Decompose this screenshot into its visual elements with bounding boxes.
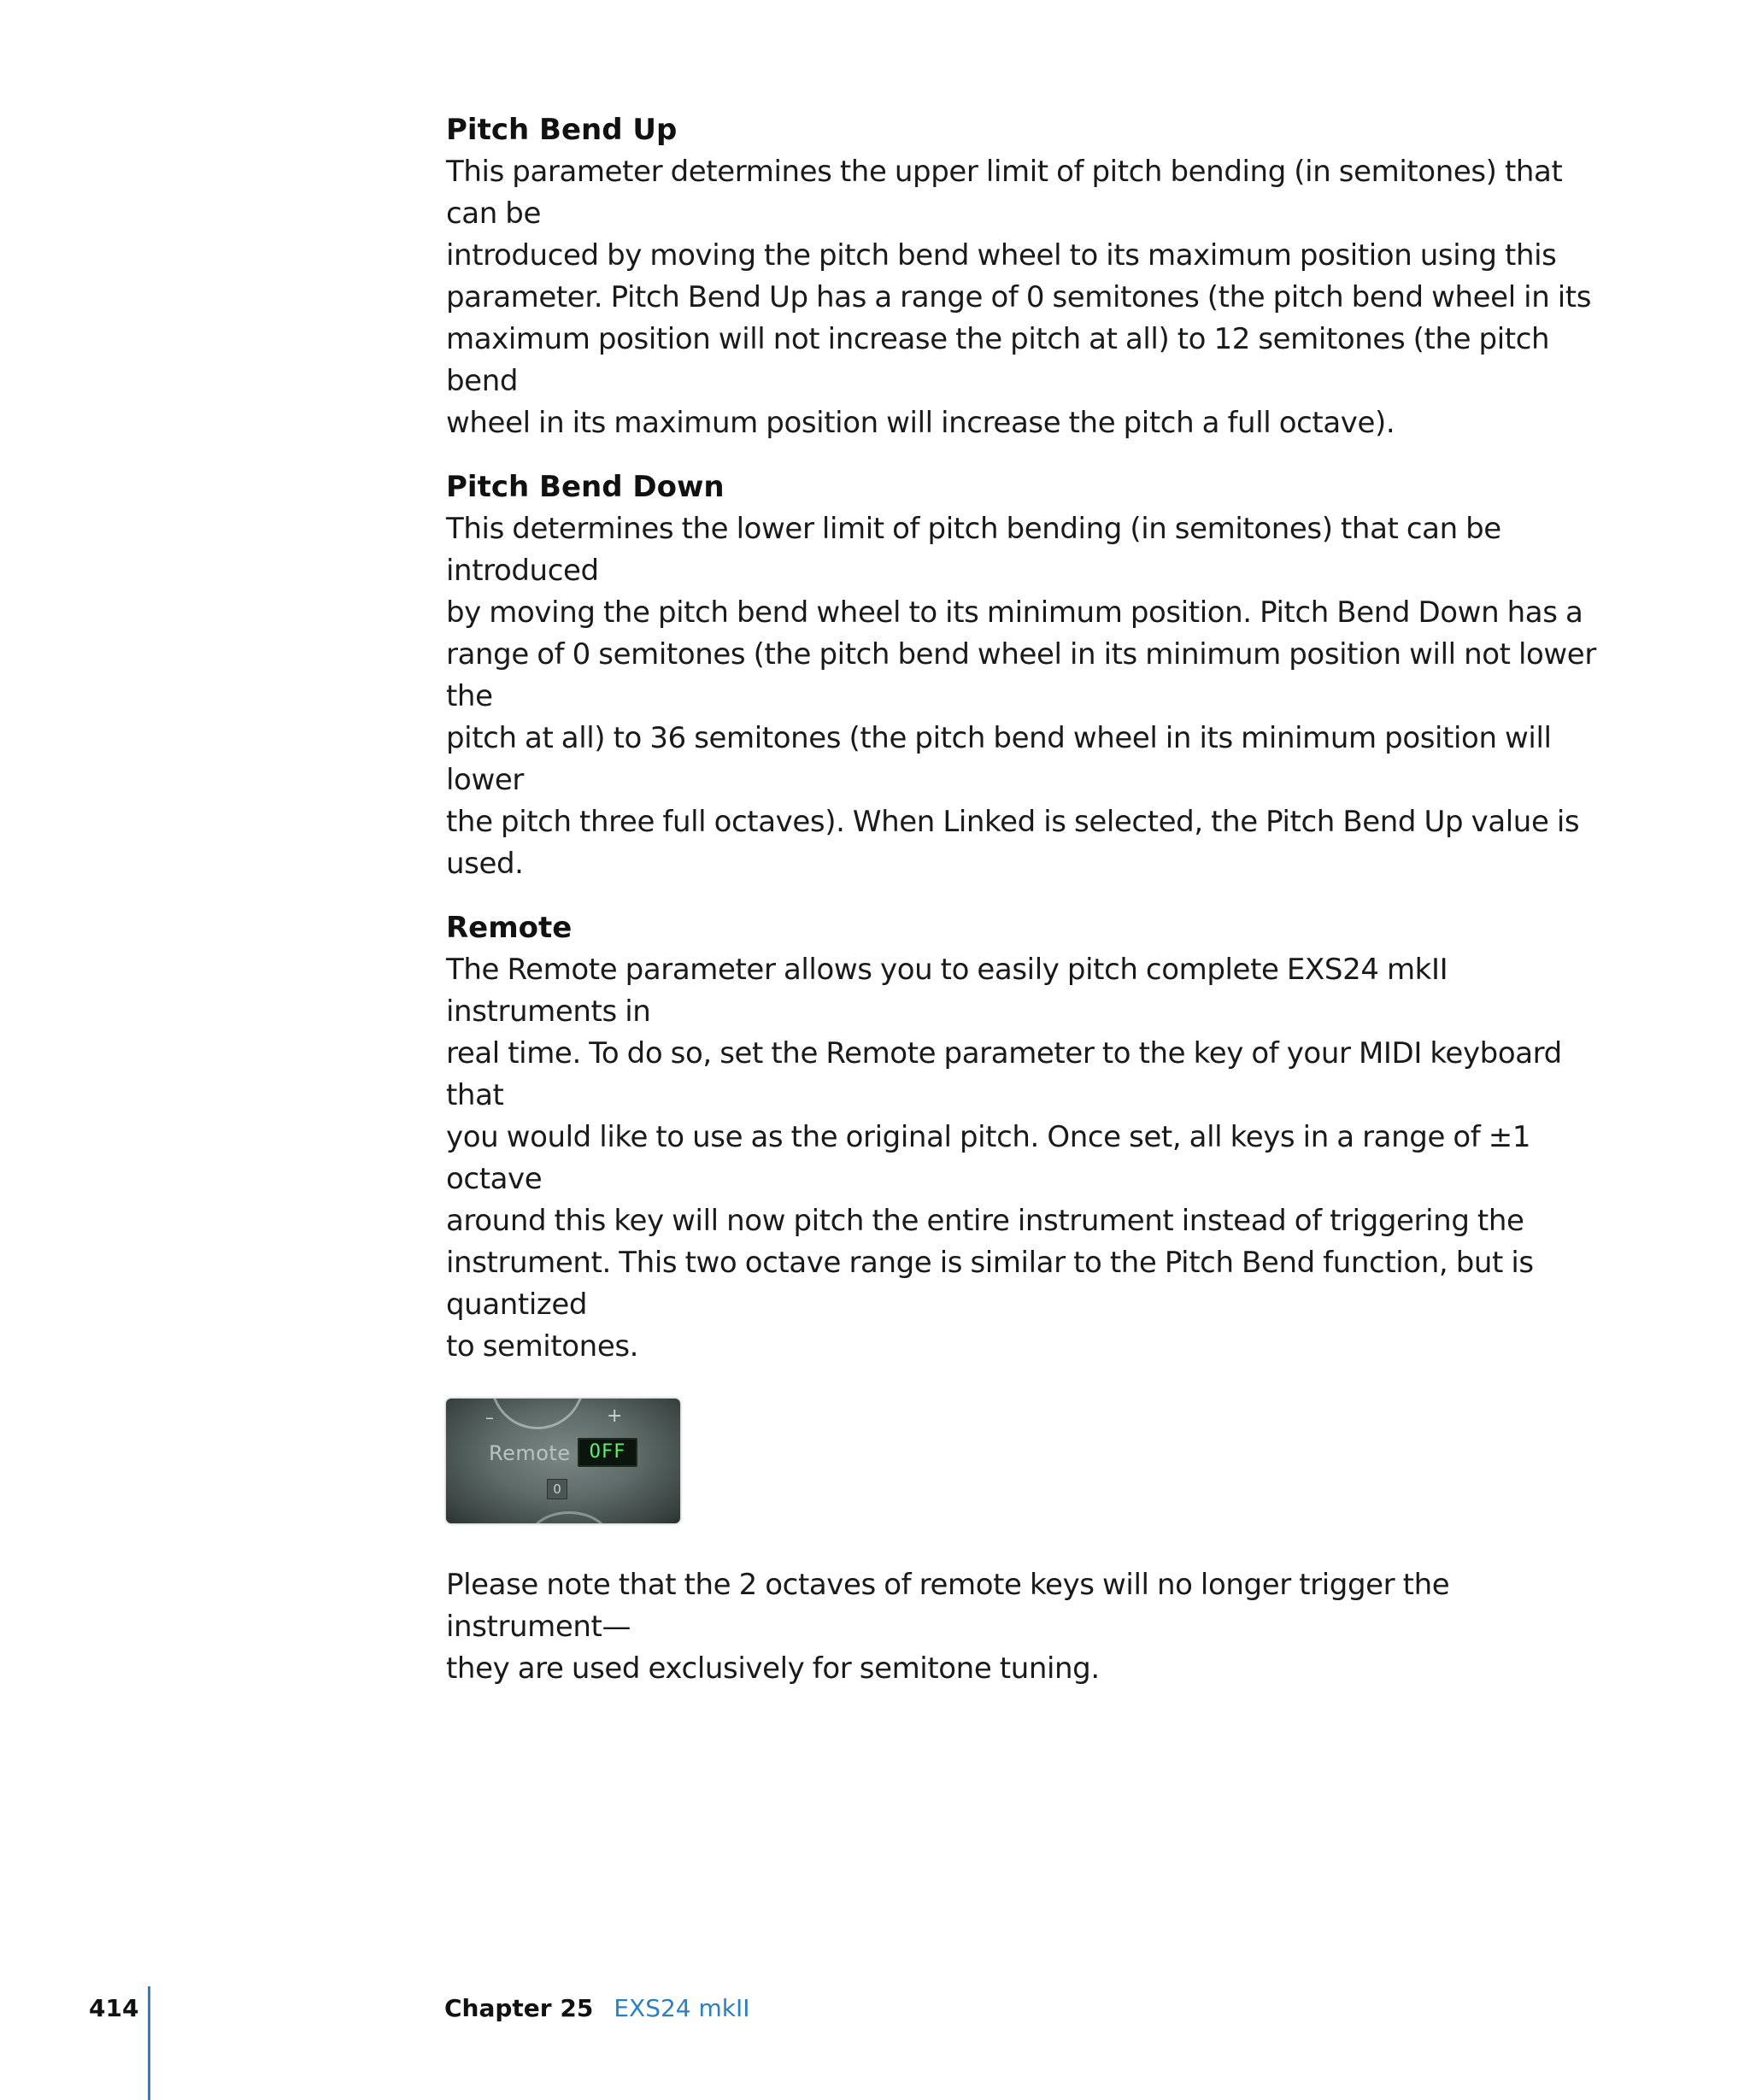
- knob-arc-icon: [490, 1399, 584, 1429]
- body-line: parameter. Pitch Bend Up has a range of 0 semitones (the pitch bend wheel in its: [446, 280, 1592, 314]
- body-line: maximum position will not increase the pitch at all) to 12 semitones (the pitch bend: [446, 322, 1550, 398]
- section-body: [446, 508, 1608, 885]
- body-line: around this key will now pitch the entire instrument instead of triggering the: [446, 1204, 1524, 1238]
- body-line: you would like to use as the original pitch. Once set, all keys in a range of ±1 octave: [446, 1120, 1531, 1196]
- section-remote: [446, 907, 1608, 1368]
- section-pitch-bend-up: [446, 109, 1608, 444]
- minus-icon: –: [485, 1407, 494, 1428]
- body-line: to semitones.: [446, 1329, 639, 1364]
- body-line: real time. To do so, set the Remote parameter to the key of your MIDI keyboard that: [446, 1036, 1562, 1112]
- body-line: wheel in its maximum position will increase the pitch a full octave).: [446, 406, 1395, 440]
- page-number: 414: [89, 1994, 139, 2022]
- body-line: Please note that the 2 octaves of remote keys will no longer trigger the instrument—: [446, 1568, 1450, 1644]
- body-line: instrument. This two octave range is similar to the Pitch Bend function, but is quantized: [446, 1246, 1534, 1322]
- remote-value-display: OFF: [578, 1438, 637, 1467]
- knob-arc-bottom-icon: [528, 1511, 610, 1523]
- body-line: pitch at all) to 36 semitones (the pitch bend wheel in its minimum position will lower: [446, 721, 1552, 797]
- body-line: introduced by moving the pitch bend wheel to its maximum position using this: [446, 238, 1557, 273]
- body-line: by moving the pitch bend wheel to its minimum position. Pitch Bend Down has a: [446, 595, 1583, 630]
- body-line: The Remote parameter allows you to easily pitch complete EXS24 mkII instruments in: [446, 953, 1448, 1029]
- section-heading: Pitch Bend Down: [446, 470, 725, 504]
- remote-parameter-screenshot: [446, 1399, 680, 1523]
- body-line: This determines the lower limit of pitch bending (in semitones) that can be introduced: [446, 512, 1501, 588]
- footer-divider: [148, 1986, 150, 2100]
- body-line: the pitch three full octaves). When Linked is selected, the Pitch Bend Up value is used.: [446, 805, 1580, 881]
- note-paragraph: [446, 1564, 1608, 1690]
- note-body: [446, 1564, 1608, 1690]
- body-line: they are used exclusively for semitone tuning.: [446, 1651, 1100, 1686]
- section-heading: Pitch Bend Up: [446, 113, 678, 147]
- chapter-label: Chapter 25: [444, 1994, 594, 2022]
- zero-indicator: 0: [547, 1479, 567, 1499]
- body-line: range of 0 semitones (the pitch bend wheel in its minimum position will not lower the: [446, 637, 1596, 713]
- body-line: This parameter determines the upper limit of pitch bending (in semitones) that can be: [446, 155, 1563, 231]
- plus-icon: +: [607, 1405, 623, 1427]
- chapter-title-link[interactable]: EXS24 mkII: [614, 1994, 750, 2022]
- page-content: [446, 109, 1608, 1712]
- section-body: [446, 151, 1608, 444]
- section-body: [446, 949, 1608, 1368]
- footer-chapter: [444, 1994, 750, 2022]
- remote-label: Remote: [489, 1441, 571, 1465]
- section-pitch-bend-down: [446, 466, 1608, 885]
- section-heading: Remote: [446, 911, 573, 945]
